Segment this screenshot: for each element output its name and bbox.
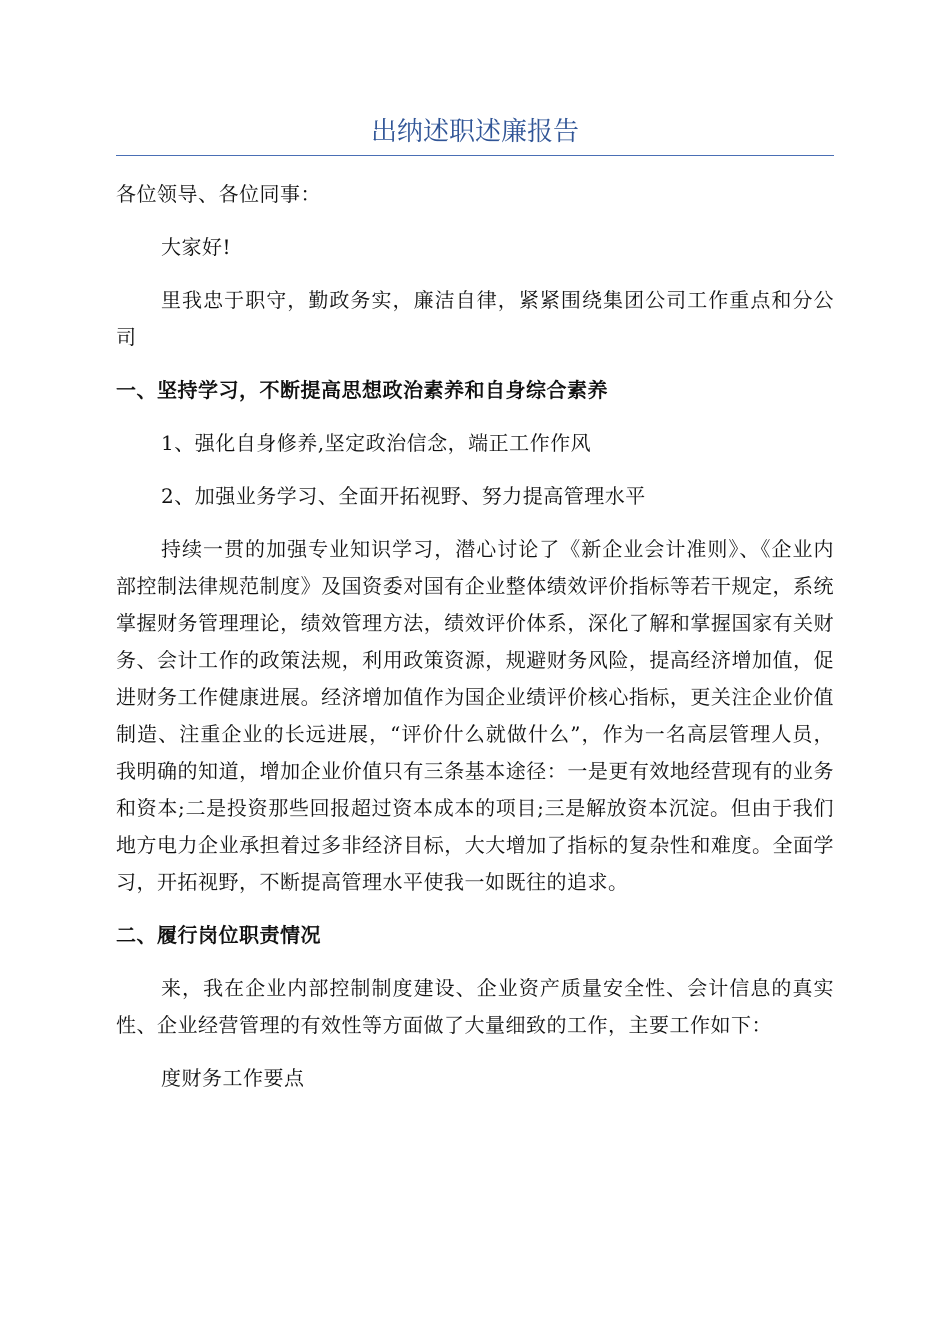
document-title: 出纳述职述廉报告 xyxy=(370,117,579,147)
salutation: 各位领导、各位同事： xyxy=(116,182,321,206)
section2-item: 度财务工作要点 xyxy=(161,1066,305,1090)
section1-item1: 1、强化自身修养,坚定政治信念，端正工作作风 xyxy=(161,431,592,455)
section1-item2: 2、加强业务学习、全面开拓视野、努力提高管理水平 xyxy=(161,484,646,508)
section1-body: 持续一贯的加强专业知识学习，潜心讨论了《新企业会计准则》、《企业内部控制法律规范制度》及国资委对国有企业整体绩效评价指标等若干规定，系统掌握财务管理理论，绩效管理方法，绩效评价体系，深化了解和掌握国家有关财务、会计工作的政策法规，利用政策资源，规避财务风险，提高经济增加值，促进财务工作健康进展。经济增加值作为国企业绩评价核心指标，更关注企业价值制造、注重企业的长远进展，“评价什么就做什么”，作为一名高层管理人员，我明确的知道，增加企业价值只有三条基本途径：一是更有效地经营现有的业务和资本;二是投资那些回报超过资本成本的项目;三是解放资本沉淀。但由于我们地方电力企业承担着过多非经济目标，大大增加了指标的复杂性和难度。全面学习，开拓视野，不断提高管理水平使我一如既往的追求。 xyxy=(116,537,834,894)
intro-paragraph: 里我忠于职守，勤政务实，廉洁自律，紧紧围绕集团公司工作重点和分公司 xyxy=(116,288,834,349)
document-page xyxy=(116,0,834,1097)
section2-body: 来，我在企业内部控制制度建设、企业资产质量安全性、会计信息的真实性、企业经营管理的有效性等方面做了大量细致的工作，主要工作如下： xyxy=(116,976,834,1037)
section1-heading: 一、坚持学习，不断提高思想政治素养和自身综合素养 xyxy=(116,378,608,402)
section2-heading: 二、履行岗位职责情况 xyxy=(116,923,321,947)
greeting: 大家好! xyxy=(161,235,232,259)
title-underline xyxy=(116,155,834,156)
